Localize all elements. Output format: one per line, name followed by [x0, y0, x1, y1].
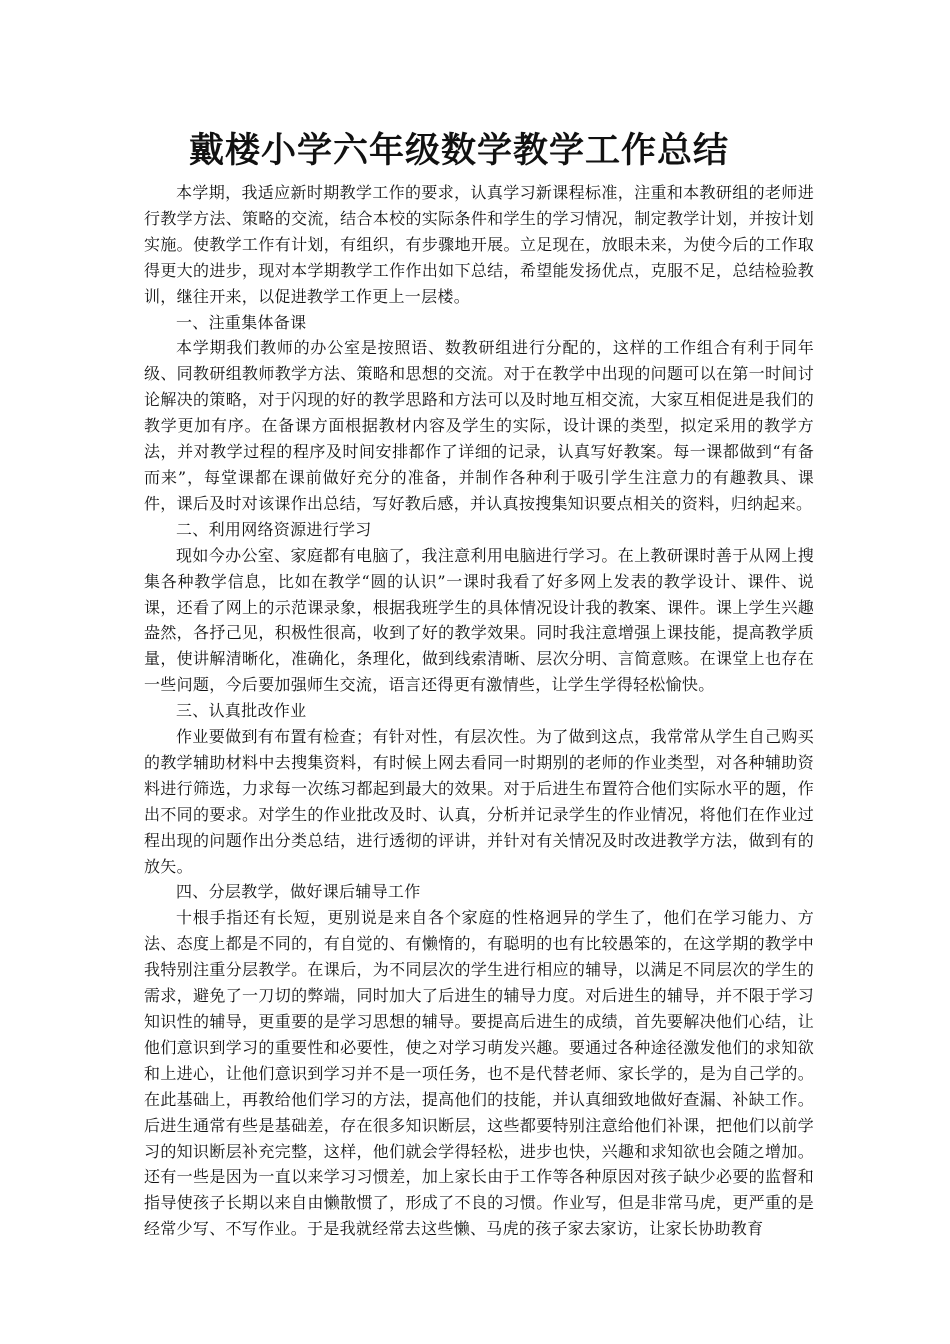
section-paragraph-4: 十根手指还有长短，更别说是来自各个家庭的性格迥异的学生了，他们在学习能力、方法、态度上都是不同的，有自觉的、有懒惰的，有聪明的也有比较愚笨的，在这学期的教学中我特别注重分层教学。在课后，为不同层次的学生进行相应的辅导，以满足不同层次的学生的需求，避免了一刀切的弊端，同时加大了后进生的辅导力度。对后进生的辅导，并不限于学习知识性的辅导，更重要的是学习思想的辅导。要提高后进生的成绩，首先要解决他们心结，让他们意识到学习的重要性和必要性，使之对学习萌发兴趣。要通过各种途径激发他们的求知欲和上进心，让他们意识到学习并不是一项任务，也不是代替老师、家长学的，是为自己学的。在此基础上，再教给他们学习的方法，提高他们的技能，并认真细致地做好查漏、补缺工作。后进生通常有些是基础差，存在很多知识断层，这些都要特别注意给他们补课，把他们以前学习的知识断层补充完整，这样，他们就会学得轻松，进步也快，兴趣和求知欲也会随之增加。还有一些是因为一直以来学习习惯差，加上家长由于工作等各种原因对孩子缺少必要的监督和指导使孩子长期以来自由懒散惯了，形成了不良的习惯。作业写，但是非常马虎，更严重的是经常少写、不写作业。于是我就经常去这些懒、马虎的孩子家去家访，让家长协助教育 — [144, 908, 814, 1239]
section-heading-4: 四、分层教学，做好课后辅导工作 — [176, 882, 421, 902]
document-body — [144, 180, 814, 1242]
section-heading-2: 二、利用网络资源进行学习 — [176, 519, 372, 539]
document-title: 戴楼小学六年级数学教学工作总结 — [188, 130, 729, 171]
section-paragraph-1: 本学期我们教师的办公室是按照语、数教研组进行分配的，这样的工作组合有利于同年级、同教研组教师教学方法、策略和思想的交流。对于在教学中出现的问题可以在第一时间讨论解决的策略，对于闪现的好的教学思路和方法可以及时地互相交流，大家互相促进是我们的教学更加有序。在备课方面根据教材内容及学生的实际，设计课的类型，拟定采用的教学方法，并对教学过程的程序及时间安排都作了详细的记录，认真写好教案。每一课都做到“有备而来”，每堂课都在课前做好充分的准备，并制作各种利于吸引学生注意力的有趣教具、课件，课后及时对该课作出总结，写好教后感，并认真按搜集知识要点相关的资料，归纳起来。 — [144, 338, 814, 513]
section-heading-1: 一、注重集体备课 — [176, 312, 307, 332]
section-paragraph-2: 现如今办公室、家庭都有电脑了，我注意利用电脑进行学习。在上教研课时善于从网上搜集各种教学信息，比如在教学“圆的认识”一课时我看了好多网上发表的教学设计、课件、说课，还看了网上的示范课录象，根据我班学生的具体情况设计我的教案、课件。课上学生兴趣盎然，各抒己见，积极性很高，收到了好的教学效果。同时我注意增强上课技能，提高教学质量，使讲解清晰化，准确化，条理化，做到线索清晰、层次分明、言简意赅。在课堂上也存在一些问题，今后要加强师生交流，语言还得更有激情些，让学生学得轻松愉快。 — [144, 545, 814, 695]
section-heading-3: 三、认真批改作业 — [176, 701, 307, 721]
intro-paragraph: 本学期，我适应新时期教学工作的要求，认真学习新课程标准，注重和本教研组的老师进行教学方法、策略的交流，结合本校的实际条件和学生的学习情况，制定教学计划，并按计划实施。使教学工作有计划，有组织，有步骤地开展。立足现在，放眼未来，为使今后的工作取得更大的进步，现对本学期教学工作作出如下总结，希望能发扬优点，克服不足，总结检验教训，继往开来，以促进教学工作更上一层楼。 — [144, 183, 814, 306]
section-paragraph-3: 作业要做到有布置有检查；有针对性，有层次性。为了做到这点，我常常从学生自己购买的教学辅助材料中去搜集资料，有时候上网去看同一时期别的老师的作业类型，对各种辅助资料进行筛选，力求每一次练习都起到最大的效果。对于后进生布置符合他们实际水平的题，作出不同的要求。对学生的作业批改及时、认真，分析并记录学生的作业情况，将他们在作业过程出现的问题作出分类总结，进行透彻的评讲，并针对有关情况及时改进教学方法，做到有的放矢。 — [144, 727, 814, 876]
